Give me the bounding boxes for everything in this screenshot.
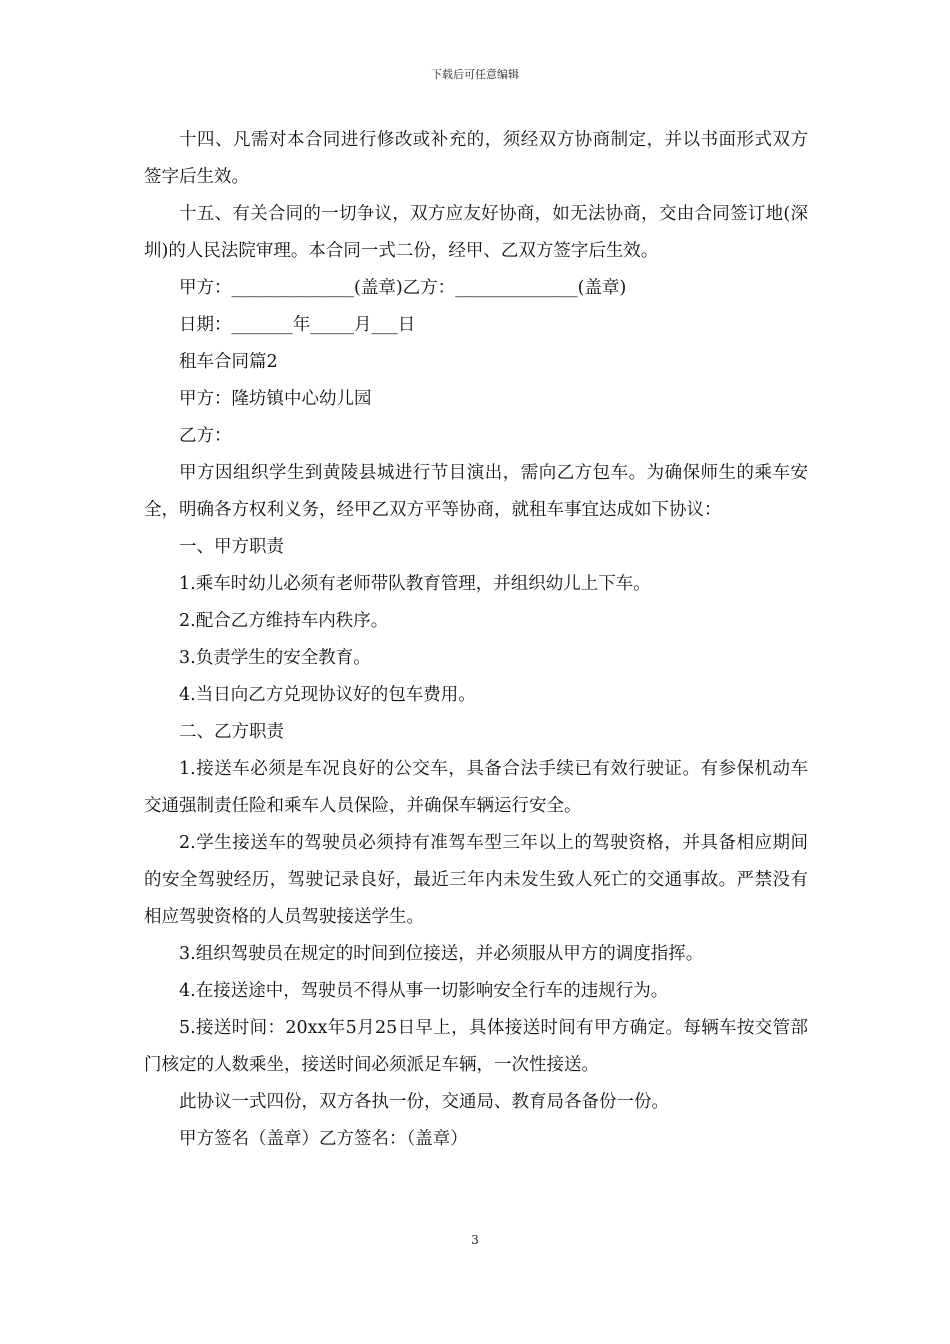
document-body	[144, 122, 808, 1158]
copies-clause: 此协议一式四份，双方各执一份，交通局、教育局各备份一份。	[179, 1092, 669, 1112]
clause-15: 十五、有关合同的一切争议，双方应友好协商，如无法协商，交由合同签订地(深圳)的人民法院审理。本合同一式二份，经甲、乙双方签字后生效。	[144, 204, 808, 261]
party-a-duty-2: 2.配合乙方维持车内秩序。	[179, 611, 389, 631]
party-a-duty-1: 1.乘车时幼儿必须有老师带队教育管理，并组织幼儿上下车。	[179, 574, 651, 594]
section-heading-party-a-duties: 一、甲方职责	[179, 537, 284, 557]
signature-block: 甲方签名（盖章）乙方签名：（盖章）	[179, 1129, 468, 1149]
date-line: 日期：_______年_____月___日	[179, 315, 416, 335]
party-b-duty-4: 4.在接送途中，驾驶员不得从事一切影响安全行车的违规行为。	[179, 981, 669, 1001]
party-b: 乙方：	[179, 426, 232, 446]
contract-2-title: 租车合同篇2	[179, 352, 278, 372]
party-a-duty-4: 4.当日向乙方兑现协议好的包车费用。	[179, 685, 476, 705]
party-b-duty-1: 1.接送车必须是车况良好的公交车，具备合法手续已有效行驶证。有参保机动车交通强制责任险和乘车人员保险，并确保车辆运行安全。	[144, 759, 808, 816]
section-heading-party-b-duties: 二、乙方职责	[179, 722, 284, 742]
clause-14: 十四、凡需对本合同进行修改或补充的，须经双方协商制定，并以书面形式双方签字后生效。	[144, 130, 808, 187]
page-header: 下载后可任意编辑	[431, 68, 519, 81]
party-b-duty-2: 2.学生接送车的驾驶员必须持有准驾车型三年以上的驾驶资格，并具备相应期间的安全驾驶经历，驾驶记录良好，最近三年内未发生致人死亡的交通事故。严禁没有相应驾驶资格的人员驾驶接送学生。	[144, 833, 808, 927]
party-b-duty-5: 5.接送时间：20xx年5月25日早上，具体接送时间有甲方确定。每辆车按交管部门核定的人数乘坐，接送时间必须派足车辆，一次性接送。	[144, 1018, 808, 1075]
preamble: 甲方因组织学生到黄陵县城进行节目演出，需向乙方包车。为确保师生的乘车安全，明确各方权利义务，经甲乙双方平等协商，就租车事宜达成如下协议：	[144, 463, 808, 520]
party-a: 甲方：隆坊镇中心幼儿园	[179, 389, 372, 409]
page-number: 3	[471, 1233, 479, 1247]
signature-line-seal: 甲方：______________(盖章)乙方：______________(盖章)	[179, 278, 627, 298]
party-b-duty-3: 3.组织驾驶员在规定的时间到位接送，并必须服从甲方的调度指挥。	[179, 944, 704, 964]
party-a-duty-3: 3.负责学生的安全教育。	[179, 648, 371, 668]
